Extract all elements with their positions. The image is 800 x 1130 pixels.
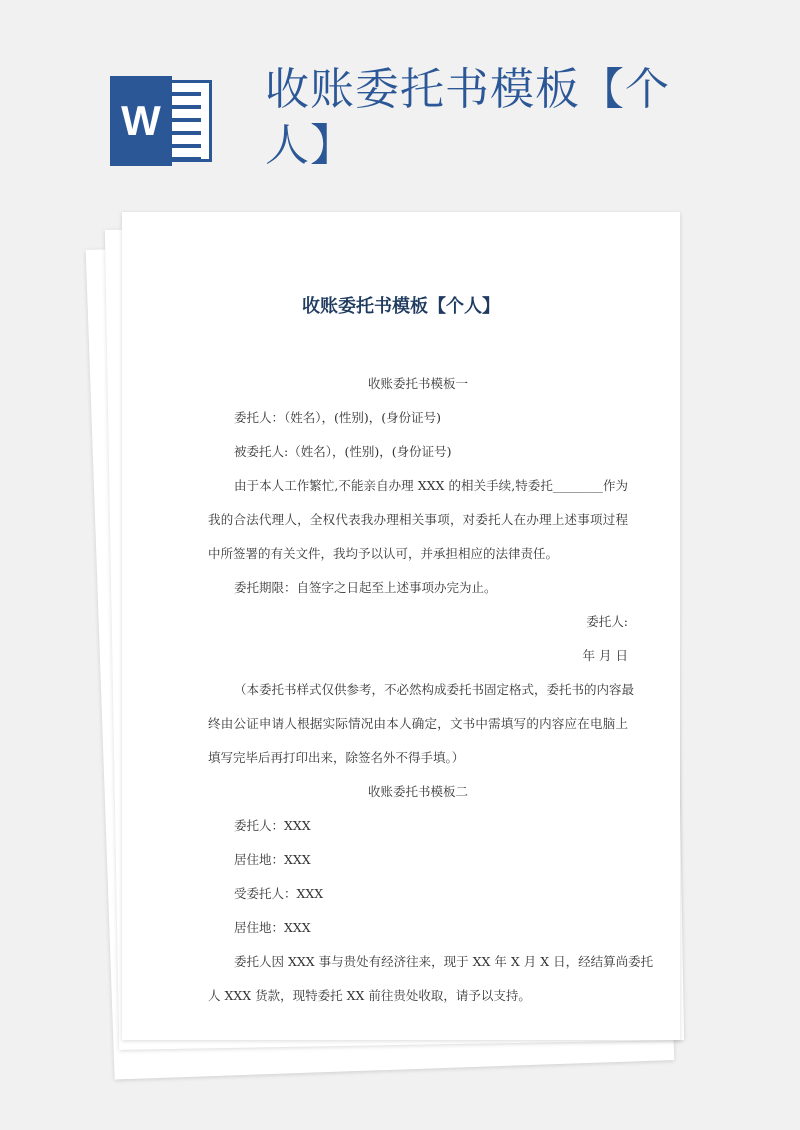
paragraph: 人 XXX 货款，现特委托 XX 前往贵处收取，请予以支持。 [208, 988, 531, 1003]
section-heading: 收账委托书模板二 [367, 784, 468, 799]
paragraph: （本委托书样式仅供参考，不必然构成委托书固定格式，委托书的内容最 [234, 682, 635, 697]
document-body [208, 367, 654, 1013]
word-icon: W [110, 76, 215, 166]
page-title: 收账委托书模板【个人】 [265, 64, 670, 171]
paragraph: 居住地：XXX [234, 852, 311, 867]
paragraph: 被委托人:（姓名），(性别)，(身份证号) [234, 444, 452, 459]
paragraph: 填写完毕后再打印出来，除签名外不得手填。） [208, 750, 465, 765]
signature-label: 委托人: [586, 614, 628, 629]
paragraph: 委托人：（姓名），(性别)，(身份证号) [234, 410, 442, 425]
paragraph: 终由公证申请人根据实际情况由本人确定，文书中需填写的内容应在电脑上 [208, 716, 628, 731]
paragraph: 我的合法代理人，全权代表我办理相关事项，对委托人在办理上述事项过程 [208, 512, 628, 527]
paragraph: 受委托人：XXX [234, 886, 324, 901]
paragraph: 中所签署的有关文件，我均予以认可，并承担相应的法律责任。 [208, 546, 559, 561]
paragraph: 委托人：XXX [234, 818, 311, 833]
paragraph: 委托人因 XXX 事与贵处有经济往来，现于 XX 年 X 月 X 日，经结算尚委托 [234, 954, 654, 969]
paragraph: 由于本人工作繁忙,不能亲自办理 XXX 的相关手续,特委托________作为 [234, 478, 628, 493]
document-title: 收账委托书模板【个人】 [302, 296, 500, 317]
date-label: 年 月 日 [582, 648, 628, 663]
paragraph: 居住地：XXX [234, 920, 311, 935]
section-heading: 收账委托书模板一 [367, 376, 468, 391]
paragraph: 委托期限：自签字之日起至上述事项办完为止。 [234, 580, 497, 595]
